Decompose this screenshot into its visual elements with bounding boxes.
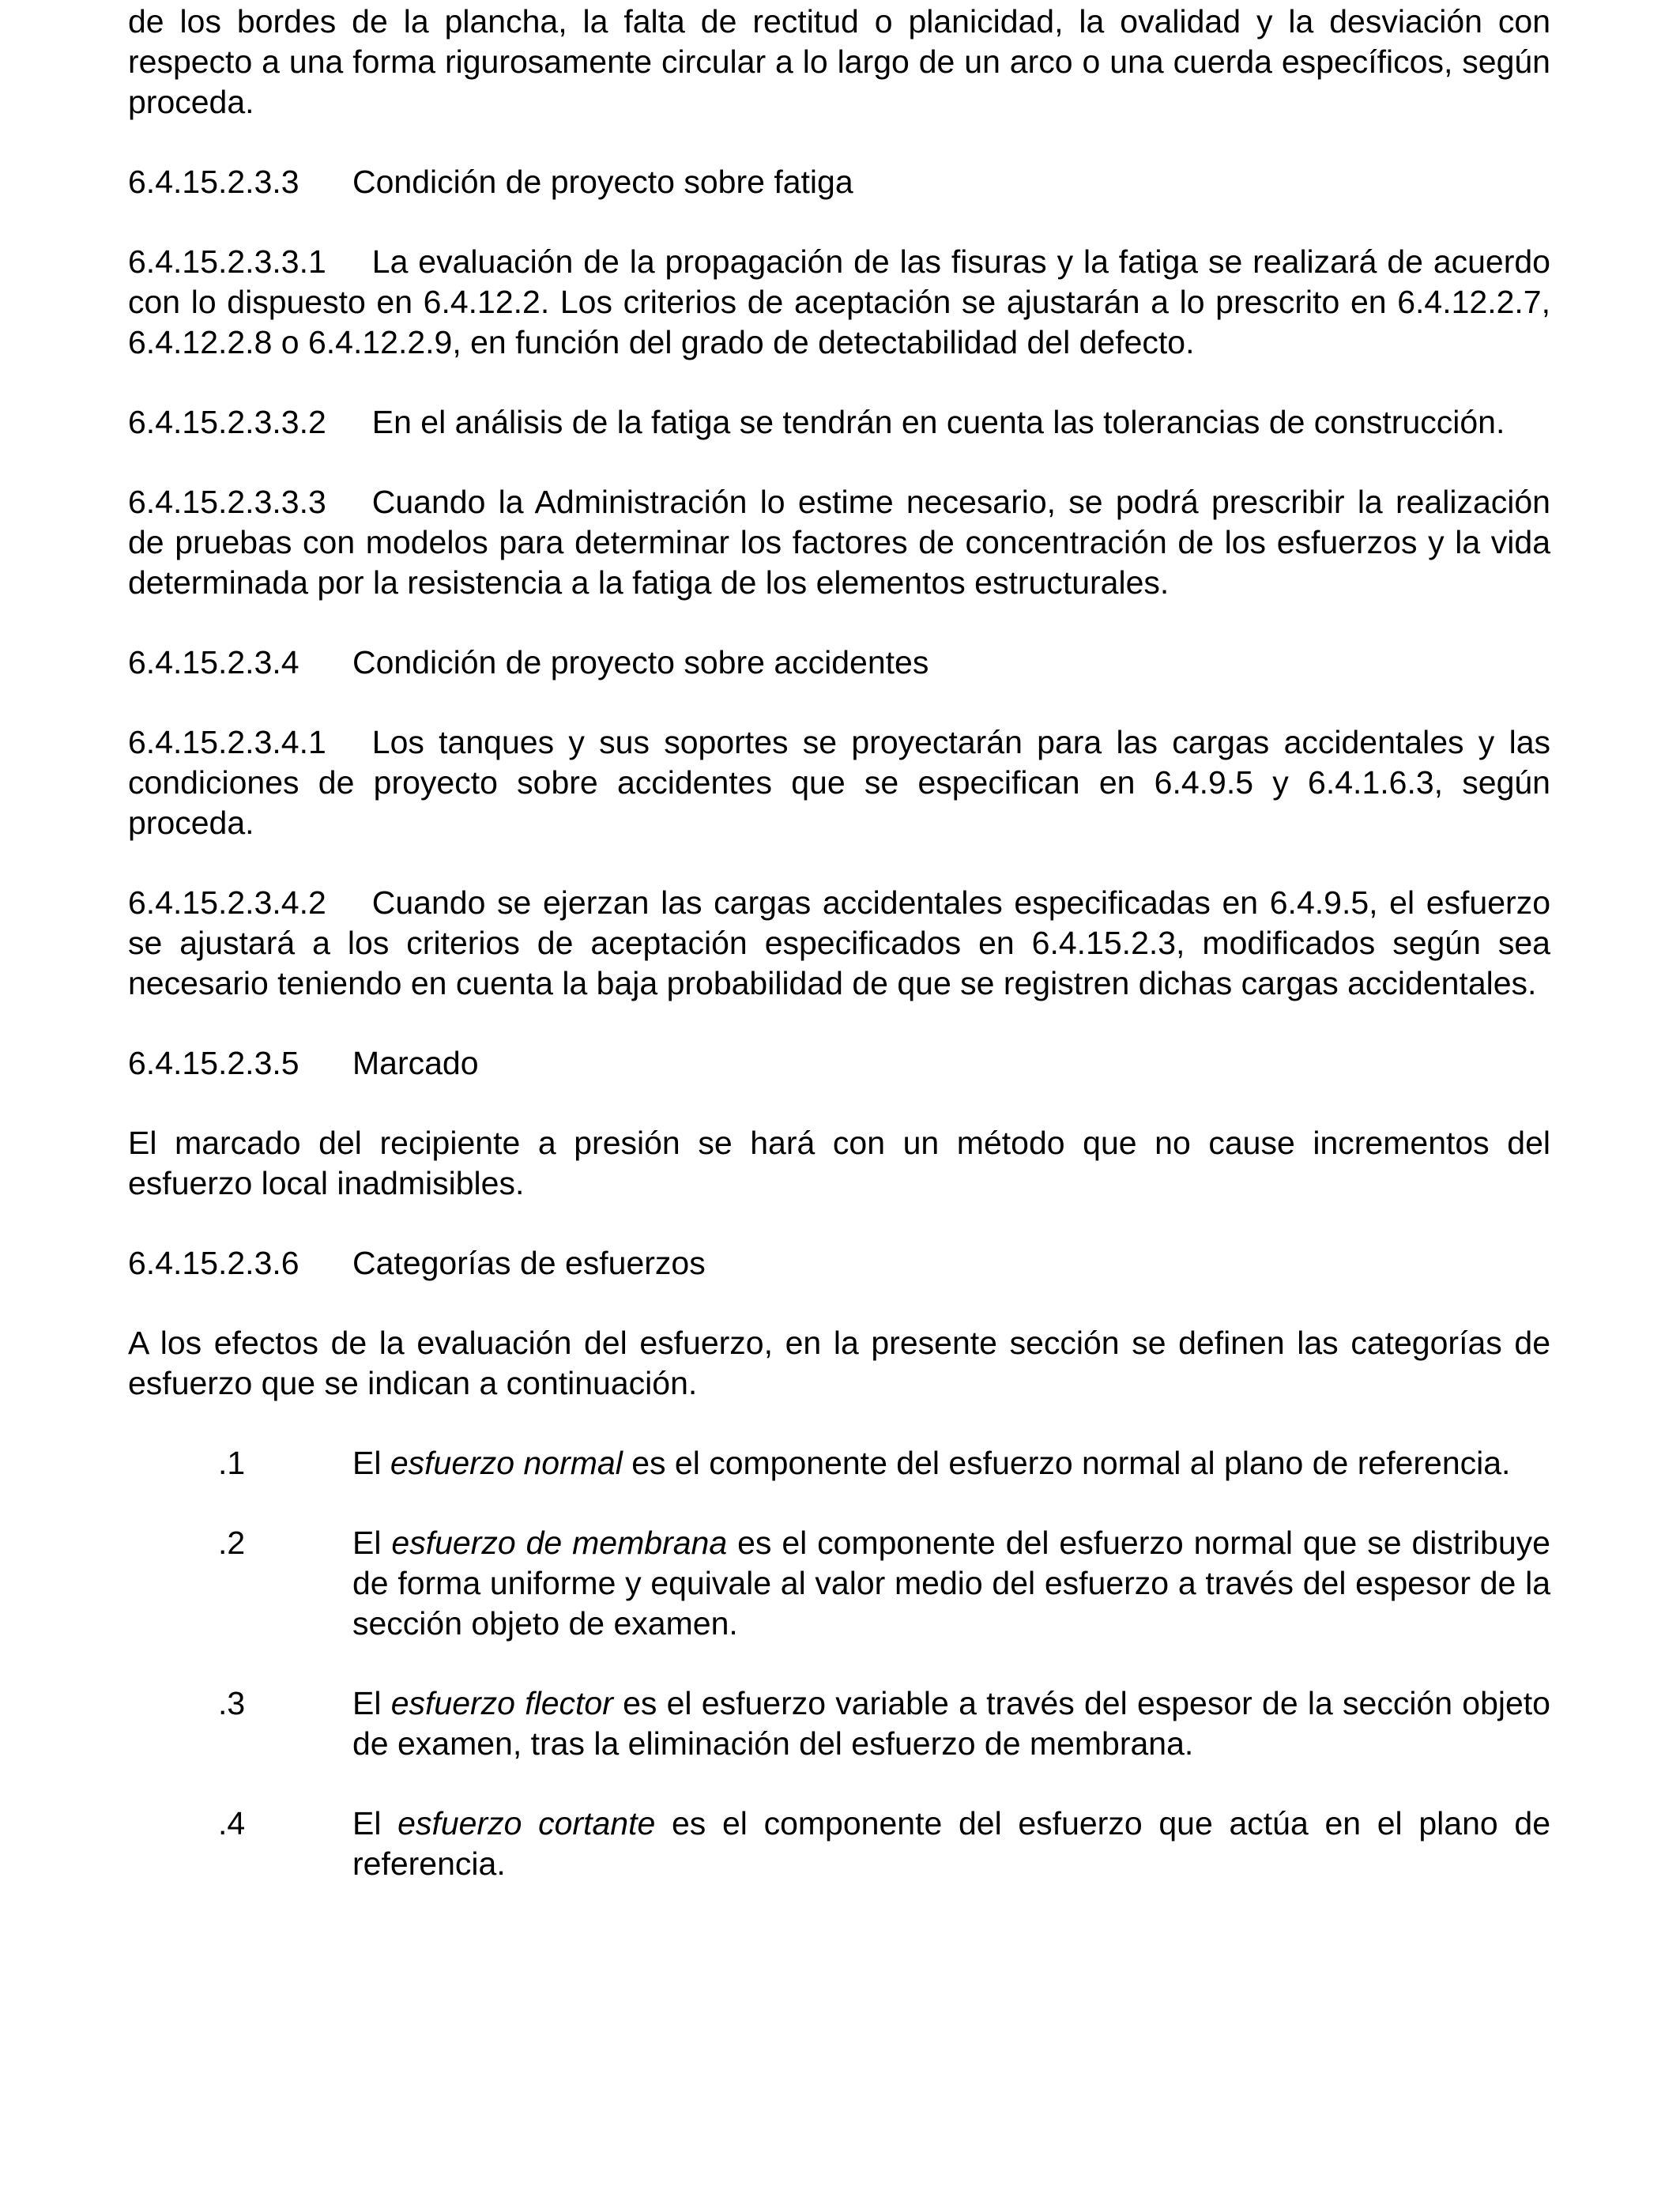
- list-text: El esfuerzo flector es el esfuerzo variable a través del espesor de la sección objeto de examen, tras la eliminación del esfuerzo de membrana.: [352, 1685, 1550, 1762]
- defined-term: esfuerzo flector: [390, 1685, 613, 1721]
- list-marker: .4: [218, 1805, 246, 1842]
- paragraph-text: Los tanques y sus soportes se proyectarán para las cargas accidentales y las condiciones de proyecto sobre accidentes que se especifican en 6.4.9.5 y 6.4.1.6.3, según proceda.: [128, 724, 1550, 841]
- paragraph-number: 6.4.15.2.3.3.1: [128, 243, 326, 280]
- paragraph-number: 6.4.15.2.3.4.2: [128, 884, 326, 921]
- section-title: Categorías de esfuerzos: [352, 1245, 706, 1281]
- paragraph-text: Cuando la Administración lo estime necesario, se podrá prescribir la realización de pruebas con modelos para determinar los factores de concentración de los esfuerzos y la vida determinada por la resistencia a la fatiga de los elementos estructurales.: [128, 484, 1550, 601]
- section-number: 6.4.15.2.3.5: [128, 1045, 299, 1081]
- section-heading-stress-categories: [128, 1243, 1550, 1284]
- paragraph-stress-categories-intro: A los efectos de la evaluación del esfuerzo, en la presente sección se definen las categorías de esfuerzo que se indican a continuación.: [128, 1325, 1550, 1401]
- list-marker: .2: [218, 1525, 246, 1561]
- list-marker: .3: [218, 1685, 246, 1721]
- paragraph-number: 6.4.15.2.3.4.1: [128, 724, 326, 760]
- document-page: [128, 0, 1550, 1924]
- section-heading-fatigue: [128, 162, 1550, 202]
- defined-term: esfuerzo cortante: [397, 1805, 656, 1842]
- section-heading-marking: [128, 1043, 1550, 1084]
- list-item: [128, 1523, 1550, 1644]
- list-text: El esfuerzo cortante es el componente del esfuerzo que actúa en el plano de referencia.: [352, 1805, 1550, 1882]
- paragraph-accidents-2: [128, 883, 1550, 1004]
- paragraph-accidents-1: [128, 722, 1550, 843]
- list-item: [128, 1683, 1550, 1764]
- paragraph-fatigue-2: [128, 402, 1550, 443]
- paragraph-fatigue-3: [128, 482, 1550, 603]
- paragraph-text: Cuando se ejerzan las cargas accidentales especificadas en 6.4.9.5, el esfuerzo se ajustará a los criterios de aceptación especificados en 6.4.15.2.3, modificados según sea necesario teniendo en cuenta la baja probabilidad de que se registren dichas cargas accidentales.: [128, 884, 1550, 1001]
- section-title: Condición de proyecto sobre fatiga: [352, 164, 853, 200]
- list-item: [128, 1804, 1550, 1884]
- section-title: Condición de proyecto sobre accidentes: [352, 644, 929, 680]
- paragraph-fatigue-1: [128, 242, 1550, 363]
- section-number: 6.4.15.2.3.6: [128, 1245, 299, 1281]
- section-heading-accidents: [128, 643, 1550, 683]
- paragraph-number: 6.4.15.2.3.3.2: [128, 404, 326, 440]
- paragraph-continuation: de los bordes de la plancha, la falta de rectitud o planicidad, la ovalidad y la desviación con respecto a una forma rigurosamente circular a lo largo de un arco o una cuerda específicos, según proceda.: [128, 3, 1550, 120]
- section-number: 6.4.15.2.3.4: [128, 644, 299, 680]
- paragraph-text: La evaluación de la propagación de las fisuras y la fatiga se realizará de acuerdo con lo dispuesto en 6.4.12.2. Los criterios de aceptación se ajustarán a lo prescrito en 6.4.12.2.7, 6.4.12.2.8 o 6.4.12.2.9, en función del grado de detectabilidad del defecto.: [128, 243, 1550, 360]
- paragraph-marking: El marcado del recipiente a presión se hará con un método que no cause incrementos del esfuerzo local inadmisibles.: [128, 1125, 1550, 1201]
- paragraph-text: En el análisis de la fatiga se tendrán en cuenta las tolerancias de construcción.: [371, 404, 1505, 440]
- defined-term: esfuerzo de membrana: [391, 1525, 728, 1561]
- section-number: 6.4.15.2.3.3: [128, 164, 299, 200]
- list-text: El esfuerzo normal es el componente del esfuerzo normal al plano de referencia.: [352, 1445, 1511, 1481]
- list-marker: .1: [218, 1445, 246, 1481]
- paragraph-number: 6.4.15.2.3.3.3: [128, 484, 326, 520]
- list-text: El esfuerzo de membrana es el componente del esfuerzo normal que se distribuye de forma uniforme y equivale al valor medio del esfuerzo a través del espesor de la sección objeto de examen.: [352, 1525, 1550, 1642]
- defined-term: esfuerzo normal: [390, 1445, 623, 1481]
- list-item: [128, 1443, 1550, 1483]
- section-title: Marcado: [352, 1045, 479, 1081]
